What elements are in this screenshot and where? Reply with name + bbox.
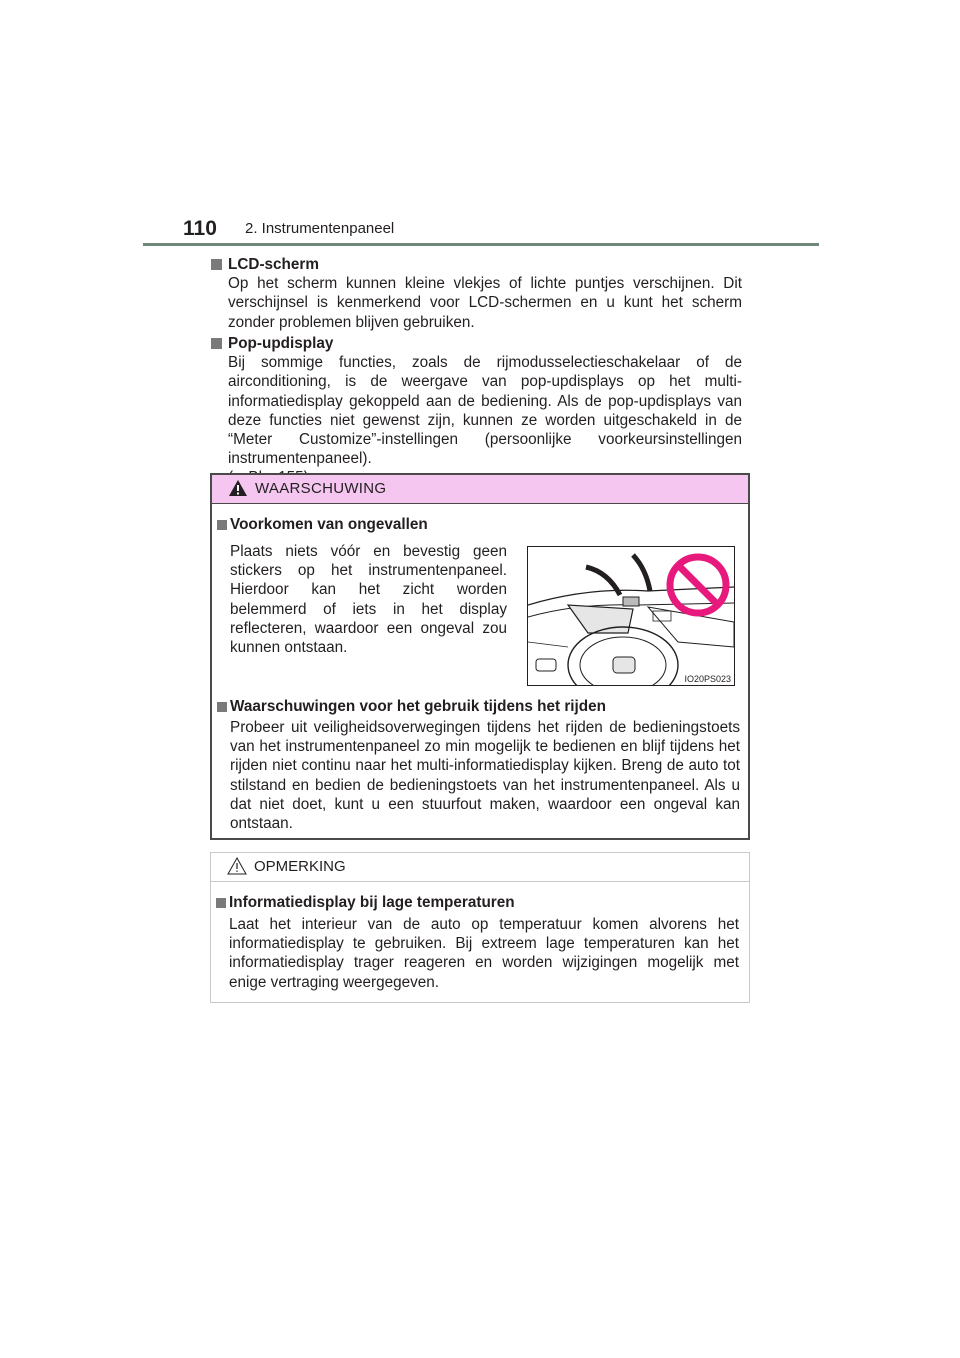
warning-triangle-icon [228,479,248,497]
note-header [211,853,749,882]
warning-item-body: Probeer uit veiligheidsoverwegingen tijdens het rijden de bedieningstoets van het instrumentenpaneel zo min mogelijk te bedienen en blijf tijdens het rijden niet continu naar het multi-informatiedisplay kijken. Breng de auto tot stilstand en bedien de bedieningstoets van het instrumentenpaneel. Als u dat niet doet, kunt u een stuurfout maken, waardoor een ongeval kan ontstaan. [230,719,740,833]
note-label: OPMERKING [254,858,346,875]
warning-item-title: Voorkomen van ongevallen [217,516,428,534]
section-lcd [210,255,742,332]
dashboard-illustration [527,546,735,686]
chapter-title: 2. Instrumentenpaneel [245,220,395,237]
header-rule [143,243,819,246]
warning-box [210,473,750,840]
section-popup [210,334,742,488]
note-box [210,852,750,1003]
section-body: Bij sommige functies, zoals de rijmodusselectieschakelaar of de airconditioning, is de weergave van pop-updisplays op het multi-informatiedisplay gekoppeld aan de bediening. Als de pop-updisplays van deze functies niet gewenst zijn, kunnen ze worden uitgeschakeld in de “Meter Customize”-instellingen (persoonlijke voorkeursinstellingen instrumentenpaneel). [228,354,742,468]
caution-triangle-icon [227,857,247,875]
warning-item-body: Plaats niets vóór en bevestig geen stickers op het instrumentenpaneel. Hierdoor kan het zicht worden belemmerd of iets in het display reflecteren, waardoor een ongeval zou kunnen ontstaan. [230,543,507,657]
warning-label: WAARSCHUWING [255,480,387,497]
warning-header [212,475,748,504]
section-title: Pop-updisplay [210,334,742,353]
warning-item-title: Waarschuwingen voor het gebruik tijdens het rijden [217,698,606,716]
note-item-title: Informatiedisplay bij lage temperaturen [216,894,515,912]
note-item-body: Laat het interieur van de auto op temperatuur komen alvorens het informatiedisplay te gebruiken. Bij extreem lage temperaturen kan het informatiedisplay trager reageren en worden wijzigingen mogelijk met enige vertraging weergegeven. [229,916,739,991]
illustration-code: IO20PS023 [684,674,731,684]
page-number: 110 [183,217,217,240]
section-body: Op het scherm kunnen kleine vlekjes of lichte puntjes verschijnen. Dit verschijnsel is kenmerkend voor LCD-schermen en u kunt het scherm zonder problemen blijven gebruiken. [228,275,742,331]
dashboard-drawing [528,547,734,685]
section-title: LCD-scherm [210,255,742,274]
